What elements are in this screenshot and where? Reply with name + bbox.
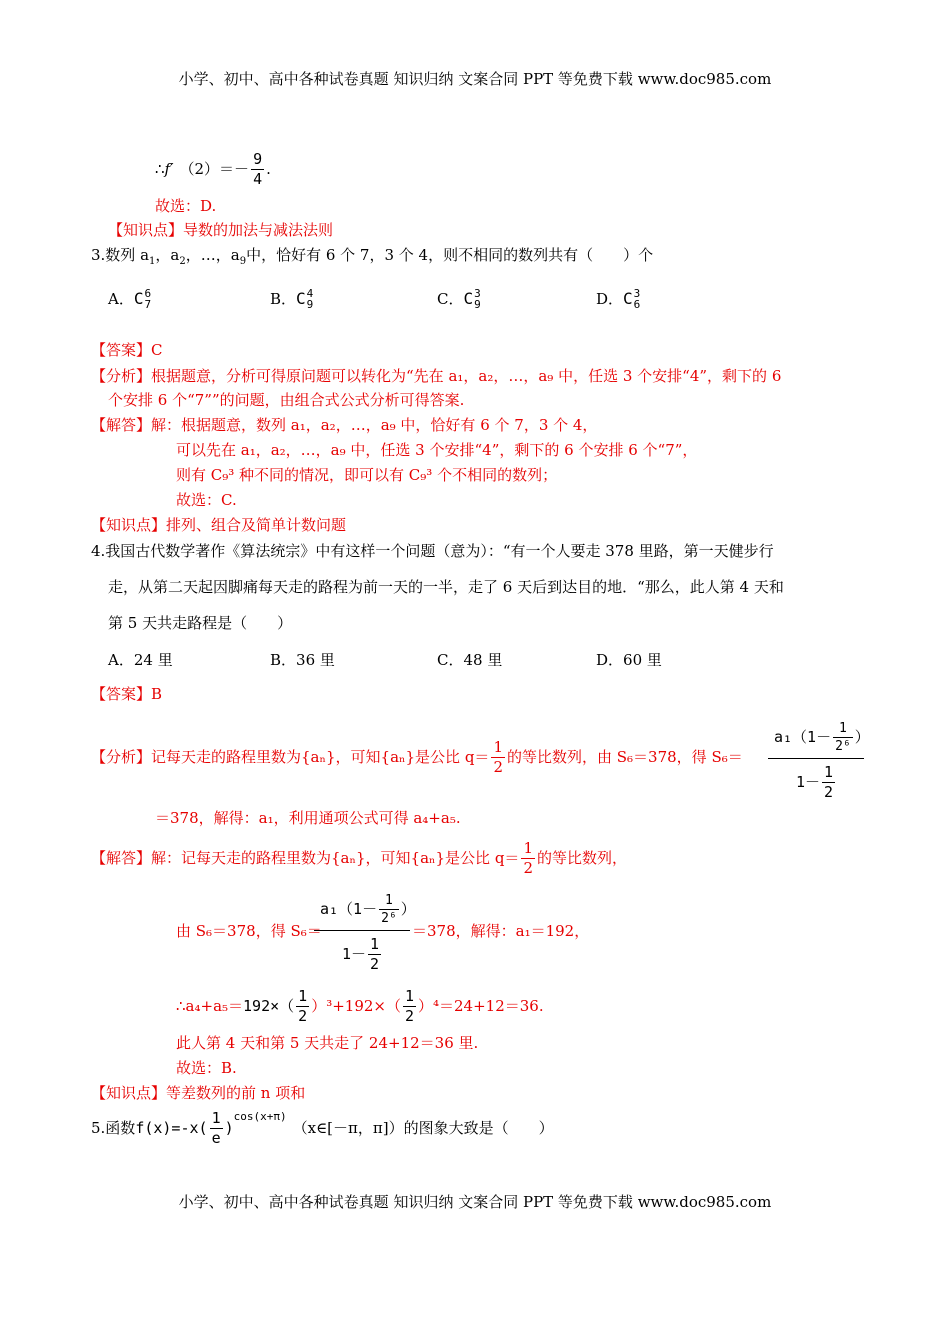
- q3-option-c[interactable]: C． C 3 9: [437, 287, 481, 311]
- page-footer: 小学、初中、高中各种试卷真题 知识归纳 文案合同 PPT 等免费下载 www.doc985.com: [178, 1193, 772, 1211]
- q4-option-c[interactable]: C．48 里: [437, 651, 503, 669]
- fraction-1-2: $\frac{1}{2}$: [493, 737, 503, 776]
- q3-option-d[interactable]: D． C 3 6: [596, 287, 641, 311]
- q2-knowledge-point: 【知识点】导数的加法与减法法则: [108, 221, 334, 239]
- q5-stem: 5.函数 f(x)=-x( $\frac{1}{e}$ ) cos(x+π) （x∈[－π，π]）的图象大致是（ ）: [91, 1108, 554, 1147]
- f-prime: f′: [164, 160, 174, 178]
- q3-solution-line2: 可以先在 a₁，a₂，…，a₉ 中，任选 3 个安排“4”，剩下的 6 个安排 6 个“7”，: [176, 441, 698, 459]
- q3-option-b[interactable]: B． C 4 9: [270, 287, 314, 311]
- q4-option-a[interactable]: A．24 里: [108, 651, 173, 669]
- q3-stem: 3.数列 $a_1$，$a_2$，…，$a_9$中，恰好有 6 个 7，3 个 4，则不相同的数列共有（ ）个: [91, 246, 654, 267]
- q3-answer: 【答案】C: [91, 341, 163, 359]
- combination-c-7-6: C 6 7: [133, 287, 152, 311]
- therefore-symbol: ∴: [155, 160, 165, 178]
- q4-solution-sum: ∴a₄+a₅＝ 192×（ $\frac{1}{2}$ ）³+192×（ $\frac{1}{2}$ ）⁴＝24+12＝36.: [176, 986, 544, 1025]
- q3-solution-line4: 故选：C.: [176, 491, 237, 509]
- q4-analysis-line2: ＝378，解得：a₁，利用通项公式可得 a₄+a₅.: [155, 809, 461, 827]
- fraction-1-2: $\frac{1}{2}$: [523, 838, 533, 877]
- q3-analysis-line2: 个安排 6 个“7””的问题，由组合式公式分析可得答案.: [108, 391, 465, 409]
- q3-knowledge-point: 【知识点】排列、组合及简单计数问题: [91, 516, 347, 534]
- q2-choose: 故选：D.: [155, 197, 217, 215]
- q4-knowledge-point: 【知识点】等差数列的前 n 项和: [91, 1084, 306, 1102]
- q4-solution-line5: 故选：B.: [176, 1059, 237, 1077]
- q4-solution-a1: ＝378，解得：a₁＝192，: [412, 922, 590, 940]
- q4-stem-line2: 走，从第二天起因脚痛每天走的路程为前一天的一半，走了 6 天后到达目的地．“那么，此人第 4 天和: [108, 578, 784, 596]
- q5-function: f(x)=-x( $\frac{1}{e}$ ) cos(x+π): [135, 1108, 287, 1147]
- q4-stem-line3: 第 5 天共走路程是（ ）: [108, 614, 293, 632]
- combination-c-6-3: C 3 6: [623, 287, 641, 311]
- combination-c-9-4: C 4 9: [296, 287, 314, 311]
- s6-fraction-analysis: a₁（1－ $\frac{1}{\text{2⁶}}$ ） 1－ $\frac{1}{2}$: [768, 716, 864, 806]
- q4-solution-s6-label: 由 S₆＝378，得 S₆＝: [176, 922, 322, 940]
- page-header: 小学、初中、高中各种试卷真题 知识归纳 文案合同 PPT 等免费下载 www.doc985.com: [178, 70, 772, 88]
- q4-option-b[interactable]: B．36 里: [270, 651, 335, 669]
- q3-solution-line3: 则有 C₉³ 种不同的情况，即可以有 C₉³ 个不相同的数列；: [176, 466, 558, 484]
- fraction-9-4: $\frac{9}{4}$: [253, 149, 263, 188]
- q4-answer: 【答案】B: [91, 685, 163, 703]
- q3-analysis-line1: 【分析】根据题意，分析可得原问题可以转化为“先在 a₁，a₂，…，a₉ 中，任选 3 个安排“4”，剩下的 6: [91, 367, 782, 385]
- q3-option-a[interactable]: A． C 6 7: [108, 287, 152, 311]
- q4-analysis-line1: 【分析】 记每天走的路程里数为{aₙ}，可知{aₙ}是公比 q＝ $\frac{1}{2}$ 的等比数列，由 S₆＝378，得 S₆＝: [91, 737, 743, 776]
- combination-c-9-3: C 3 9: [463, 287, 481, 311]
- q4-solution-line4: 此人第 4 天和第 5 天共走了 24+12＝36 里.: [176, 1034, 479, 1052]
- q4-solution-line1: 【解答】 解：记每天走的路程里数为{aₙ}，可知{aₙ}是公比 q＝ $\frac{1}{2}$ 的等比数列，: [91, 838, 627, 877]
- q3-solution-line1: 【解答】解：根据题意，数列 a₁，a₂，…，a₉ 中，恰好有 6 个 7，3 个 4，: [91, 416, 598, 434]
- s6-fraction-solution: a₁（1－ $\frac{1}{\text{2⁶}}$ ） 1－ $\frac{1}{2}$: [314, 888, 410, 978]
- q4-stem-line1: 4.我国古代数学著作《算法统宗》中有这样一个问题（意为）：“有一个人要走 378 里路，第一天健步行: [91, 542, 774, 560]
- q4-option-d[interactable]: D．60 里: [596, 651, 662, 669]
- q2-conclusion: ∴ f′ （2）＝－ $\frac{9}{4}$ .: [155, 149, 271, 188]
- q2-arg: （2）＝－: [179, 160, 250, 178]
